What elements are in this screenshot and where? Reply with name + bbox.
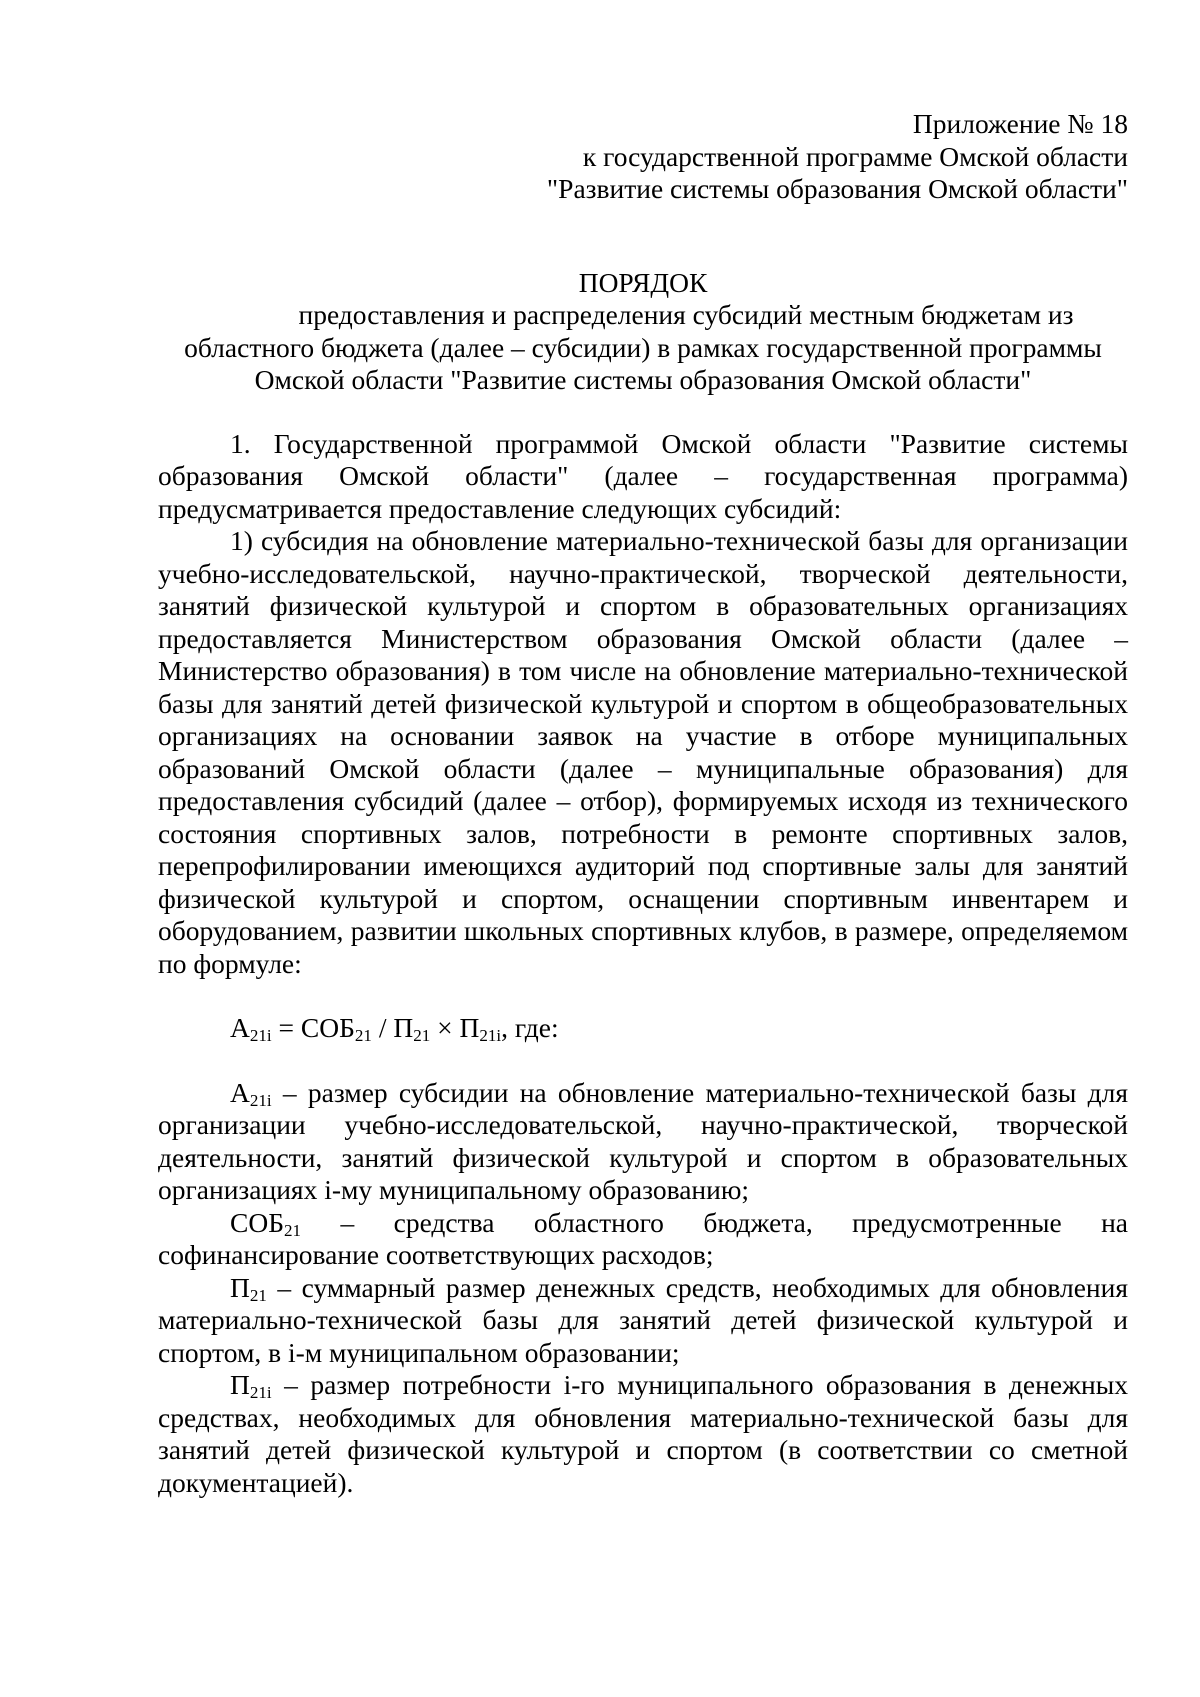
definition-sob21-symbol xyxy=(230,1207,301,1238)
formula-p: П xyxy=(393,1012,414,1043)
subtitle-line-1: предоставления и распределения субсидий местным бюджетам из xyxy=(298,299,1074,330)
definition-p21i-text: – размер потребности i-го муниципального образования в денежных средствах, необходимых для обновления материально-технической базы для занятий детей физической культурой и спортом (в соответствии со сметной документацией). xyxy=(158,1369,1128,1498)
appendix-header xyxy=(158,108,1128,206)
formula-div: / xyxy=(371,1012,394,1043)
symbol-pi: П xyxy=(230,1369,250,1400)
definition-a21i-symbol xyxy=(230,1077,272,1108)
definition-a21i-text: – размер субсидии на обновление материально-технической базы для организации учебно-исследовательской, научно-практической, творческой деятельности, занятий физической культурой и спортом в образовательных организациях i-му муниципальному образованию; xyxy=(158,1076,1128,1205)
definition-a21i xyxy=(158,1077,1128,1207)
symbol-sob: СОБ xyxy=(230,1206,284,1238)
symbol-p-sub: 21 xyxy=(249,1285,267,1305)
formula-p-sub: 21 xyxy=(413,1025,431,1045)
definition-p21i-symbol xyxy=(230,1369,272,1400)
document-title: ПОРЯДОК xyxy=(578,266,708,298)
document-body xyxy=(158,428,1128,1500)
formula-sob-sub: 21 xyxy=(354,1025,372,1045)
document-page xyxy=(158,108,1128,1499)
symbol-pi-sub: 21i xyxy=(249,1382,272,1402)
subtitle-line-3: Омской области "Развитие системы образования Омской области" xyxy=(254,364,1032,395)
formula-a-sub: 21i xyxy=(249,1025,272,1045)
definition-sob21 xyxy=(158,1207,1128,1272)
formula-times: × xyxy=(430,1012,460,1043)
paragraph-subsidy-1: 1) субсидия на обновление материально-технической базы для организации учебно-исследовательской, научно-практической, творческой деятельности, занятий физической культурой и спортом в образовательных организациях предоставляется Министерством образования Омской области (далее – Министерство образования) в том числе на обновление материально-технической базы для занятий детей физической культурой и спортом в общеобразовательных организациях на основании заявок на участие в отборе муниципальных образований Омской области (далее – муниципальные образования) для предоставления субсидий (далее – отбор), формируемых исходя из технического состояния спортивных залов, потребности в ремонте спортивных залов, перепрофилировании имеющихся аудиторий под спортивные залы для занятий физической культурой и спортом, оснащении спортивным инвентарем и оборудованием, развитии школьных спортивных клубов, в размере, определяемом по формуле: xyxy=(158,525,1128,979)
appendix-program-name: "Развитие системы образования Омской области" xyxy=(546,173,1128,204)
document-subtitle xyxy=(158,299,1128,397)
formula-p2: П xyxy=(459,1012,480,1043)
symbol-a: А xyxy=(230,1076,250,1108)
symbol-a-sub: 21i xyxy=(249,1090,272,1110)
formula xyxy=(230,1012,1128,1045)
formula-p2-sub: 21i xyxy=(479,1025,502,1045)
symbol-p: П xyxy=(230,1271,250,1303)
definition-p21-symbol xyxy=(230,1272,267,1303)
appendix-program-ref: к государственной программе Омской области xyxy=(582,140,1128,172)
definition-p21-text: – суммарный размер денежных средств, необходимых для обновления материально-технической базы для занятий детей физической культурой и спортом, в i-м муниципальном образовании; xyxy=(158,1271,1128,1368)
definition-p21 xyxy=(158,1272,1128,1370)
formula-sob: СОБ xyxy=(300,1012,355,1043)
formula-a: А xyxy=(230,1012,250,1043)
subtitle-line-2: областного бюджета (далее – субсидии) в рамках государственной программы xyxy=(184,331,1102,363)
formula-tail: , где: xyxy=(501,1012,559,1043)
symbol-sob-sub: 21 xyxy=(284,1220,302,1240)
definition-sob21-text: – средства областного бюджета, предусмотренные на софинансирование соответствующих расходов; xyxy=(158,1206,1128,1270)
formula-eq: = xyxy=(271,1012,301,1043)
definition-p21i xyxy=(158,1369,1128,1499)
paragraph-1: 1. Государственной программой Омской области "Развитие системы образования Омской области" (далее – государственная программа) предусматривается предоставление следующих субсидий: xyxy=(158,427,1128,524)
appendix-number: Приложение № 18 xyxy=(912,108,1128,139)
